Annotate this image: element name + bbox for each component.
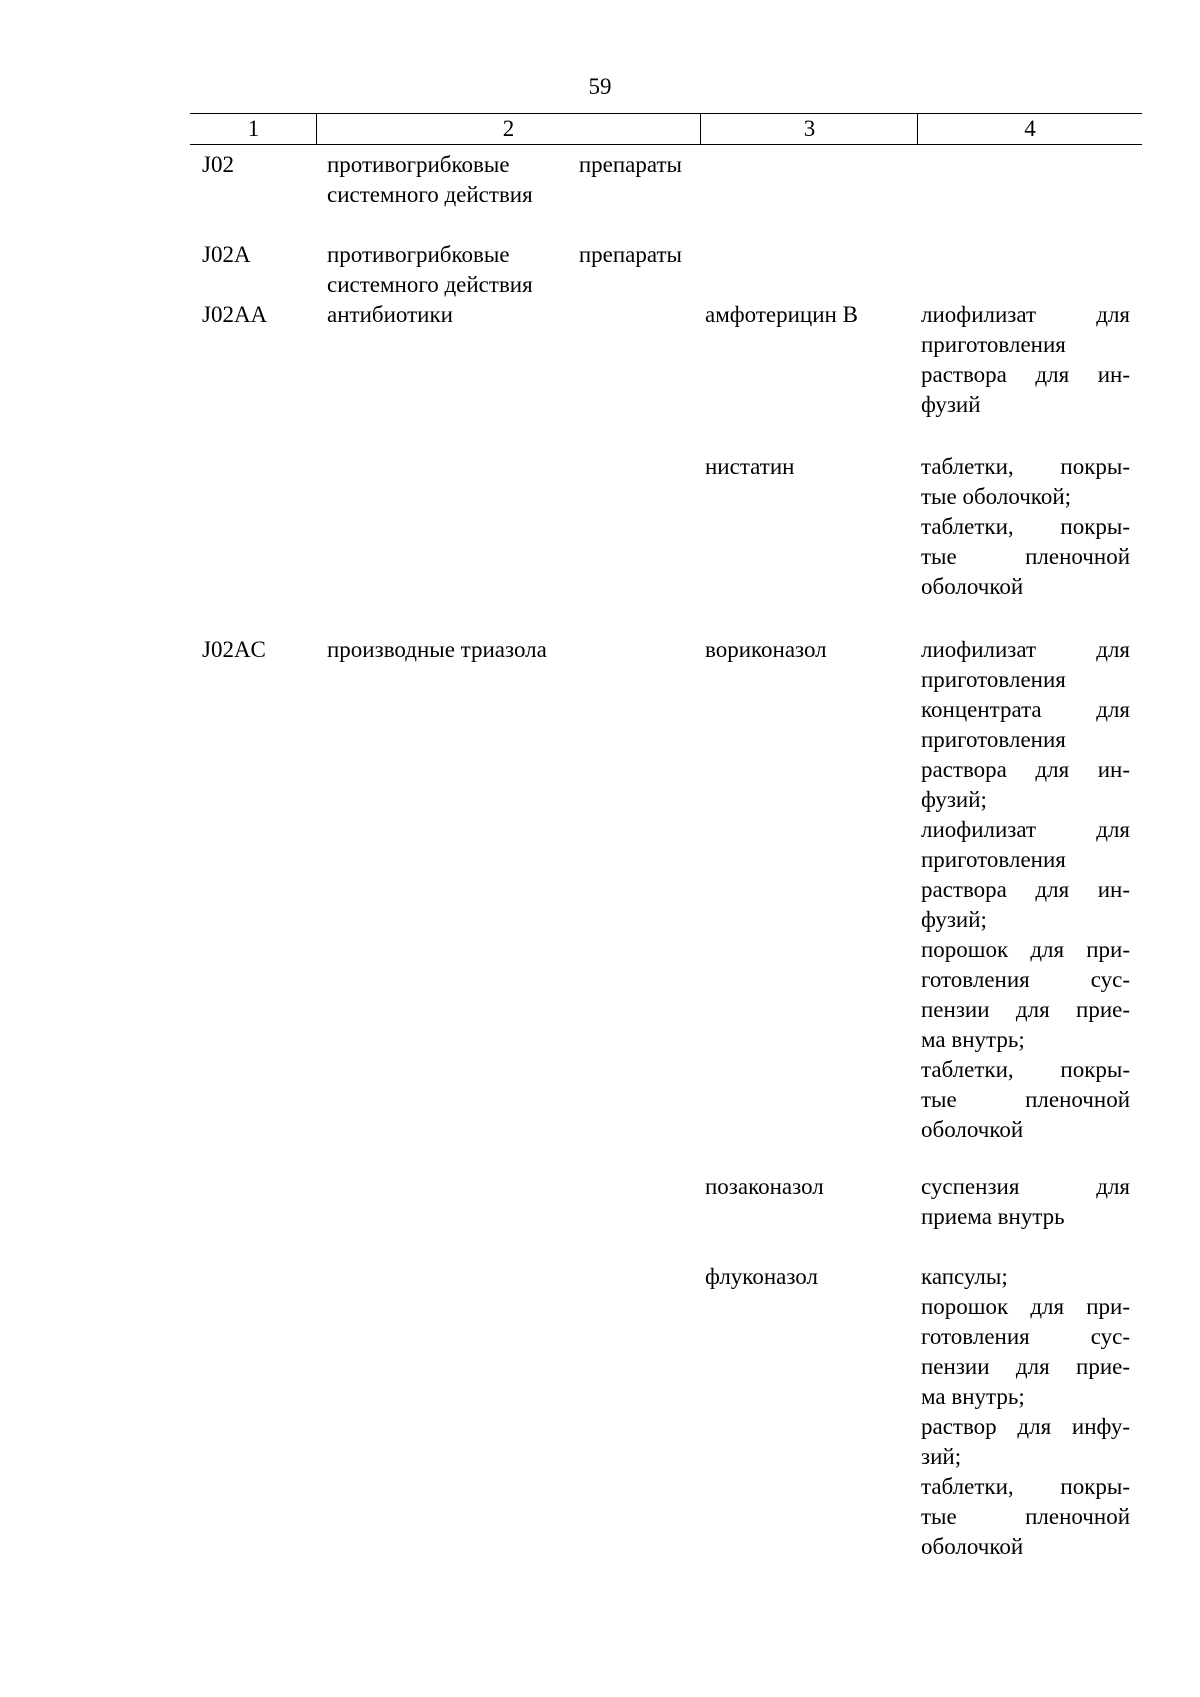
dosage-form-line: оболочкой (921, 1117, 1024, 1142)
dosage-form-line: фузий (921, 392, 981, 417)
dosage-form-cell (921, 635, 1130, 1145)
drug-name-line: флуконазол (705, 1264, 818, 1289)
dosage-form-line: оболочкой (921, 574, 1024, 599)
drug-name-line: нистатин (705, 454, 795, 479)
dosage-form-line: приготовления (921, 847, 1066, 872)
dosage-form-line: тые пленочной (921, 544, 1130, 569)
dosage-form-line: фузий; (921, 907, 987, 932)
header-col-4: 4 (1024, 116, 1036, 141)
dosage-form-cell (921, 300, 1130, 420)
dosage-form-line: концентрата для (921, 697, 1130, 722)
dosage-form-line: тые пленочной (921, 1504, 1130, 1529)
dosage-form-line: готовления сус- (921, 967, 1130, 992)
dosage-form-line: приготовления (921, 667, 1066, 692)
table-header (190, 113, 1142, 145)
atc-group-line: системного действия (327, 272, 533, 297)
dosage-form-line: таблетки, покры- (921, 1057, 1130, 1082)
drug-name-cell (705, 452, 905, 482)
drug-name-cell (705, 635, 905, 665)
dosage-form-line: лиофилизат для (921, 637, 1130, 662)
dosage-form-line: лиофилизат для (921, 817, 1130, 842)
dosage-form-line: порошок для при- (921, 937, 1130, 962)
dosage-form-line: раствора для ин- (921, 877, 1130, 902)
atc-group-cell (327, 240, 682, 300)
atc-code-cell (202, 240, 312, 270)
dosage-form-line: пензии для прие- (921, 1354, 1130, 1379)
dosage-form-line: капсулы; (921, 1264, 1008, 1289)
atc-group-line: противогрибковые препараты (327, 242, 682, 267)
header-col-1: 1 (247, 116, 260, 141)
dosage-form-line: пензии для прие- (921, 997, 1130, 1022)
dosage-form-line: раствор для инфу- (921, 1414, 1130, 1439)
atc-code-line: J02 (202, 152, 234, 177)
dosage-form-line: суспензия для (921, 1174, 1130, 1199)
dosage-form-cell (921, 452, 1130, 602)
dosage-form-line: ма внутрь; (921, 1384, 1025, 1409)
header-col-3: 3 (803, 116, 816, 141)
atc-code-cell (202, 300, 312, 330)
dosage-form-line: оболочкой (921, 1534, 1024, 1559)
drug-name-cell (705, 1172, 905, 1202)
dosage-form-line: раствора для ин- (921, 362, 1130, 387)
atc-code-line: J02AA (202, 302, 268, 327)
atc-group-line: системного действия (327, 182, 533, 207)
dosage-form-line: лиофилизат для (921, 302, 1130, 327)
dosage-form-line: зий; (921, 1444, 962, 1469)
drug-name-line: амфотерицин В (705, 302, 858, 327)
dosage-form-line: тые оболочкой; (921, 484, 1072, 509)
dosage-form-line: приема внутрь (921, 1204, 1065, 1229)
atc-group-line: производные триазола (327, 637, 547, 662)
atc-group-cell (327, 300, 682, 330)
drug-name-line: вориконазол (705, 637, 827, 662)
dosage-form-line: таблетки, покры- (921, 1474, 1130, 1499)
dosage-form-line: готовления сус- (921, 1324, 1130, 1349)
atc-code-cell (202, 150, 312, 180)
page-number: 59 (588, 74, 612, 99)
atc-code-cell (202, 635, 312, 665)
dosage-form-line: фузий; (921, 787, 987, 812)
dosage-form-line: приготовления (921, 727, 1066, 752)
drug-name-cell (705, 1262, 905, 1292)
atc-group-line: антибиотики (327, 302, 453, 327)
drug-name-cell (705, 300, 905, 330)
atc-group-cell (327, 150, 682, 210)
dosage-form-line: приготовления (921, 332, 1066, 357)
dosage-form-line: таблетки, покры- (921, 514, 1130, 539)
dosage-form-line: таблетки, покры- (921, 454, 1130, 479)
atc-code-line: J02AC (202, 637, 266, 662)
atc-code-line: J02A (202, 242, 251, 267)
atc-group-line: противогрибковые препараты (327, 152, 682, 177)
dosage-form-cell (921, 1172, 1130, 1232)
dosage-form-line: тые пленочной (921, 1087, 1130, 1112)
dosage-form-line: порошок для при- (921, 1294, 1130, 1319)
header-col-2: 2 (502, 116, 515, 141)
dosage-form-line: ма внутрь; (921, 1027, 1025, 1052)
dosage-form-cell (921, 1262, 1130, 1562)
drug-name-line: позаконазол (705, 1174, 824, 1199)
atc-group-cell (327, 635, 682, 665)
dosage-form-line: раствора для ин- (921, 757, 1130, 782)
